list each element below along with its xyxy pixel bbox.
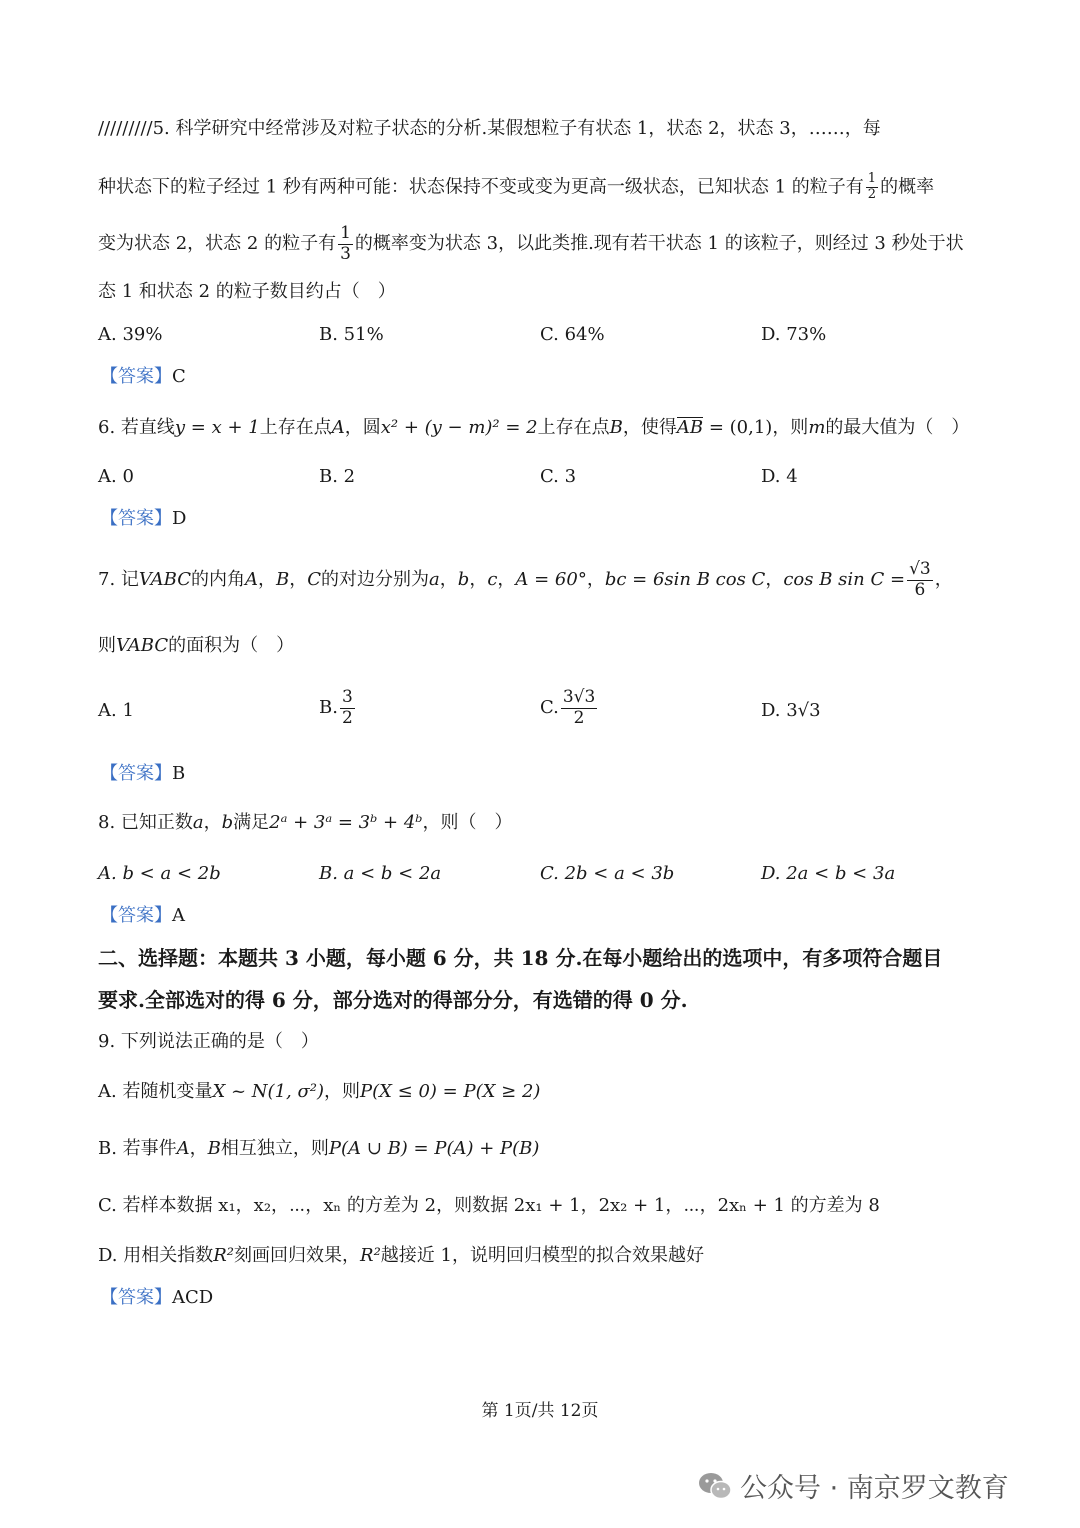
q9-option-a: A. 若随机变量X ~ N(1, σ²)，则P(X ≤ 0) = P(X ≥ 2) (98, 1081, 541, 1102)
wechat-icon (698, 1471, 732, 1501)
q8-option-d: D. 2a < b < 3a (761, 863, 896, 884)
q9-option-b: B. 若事件A，B相互独立，则P(A ∪ B) = P(A) + P(B) (98, 1138, 540, 1159)
q5-fraction-third: $\frac{1}{3}$ (340, 223, 351, 264)
q5-option-b: B. 51% (319, 324, 384, 345)
q9-option-c: C. 若样本数据 x₁，x₂，⋯，xₙ 的方差为 2，则数据 2x₁ + 1，2x₂ + 1，⋯，2xₙ + 1 的方差为 8 (98, 1195, 880, 1216)
q8-option-a: A. b < a < 2b (98, 863, 221, 884)
q7-line2: 则VABC的面积为（ ） (98, 635, 295, 656)
q7-stem: 7. 记VABC的内角A，B，C的对边分别为a，b，c，A = 60°，bc = 6sin B cos C，cos B sin C = $\frac{√3}{6}$ ， (98, 559, 953, 600)
q7-option-c-fraction: $\frac{3√3}{2}$ (562, 687, 596, 728)
watermark-text: 公众号 · 南京罗文教育 (740, 1473, 1009, 1504)
q5-option-d: D. 73% (761, 324, 827, 345)
q7-option-b: B. $\frac{3}{2}$ (319, 687, 353, 728)
q6-answer: 【答案】D (100, 508, 187, 529)
q5-answer: 【答案】C (100, 366, 186, 387)
page-footer: 第 1页/共 12页 (481, 1401, 599, 1421)
q6-option-d: D. 4 (761, 466, 798, 487)
q7-option-b-fraction: $\frac{3}{2}$ (341, 687, 353, 728)
q5-option-c: C. 64% (540, 324, 605, 345)
q5-line4: 态 1 和状态 2 的粒子数目约占（ ） (98, 281, 396, 302)
q7-option-d: D. 3√3 (761, 700, 821, 721)
q5-option-a: A. 39% (98, 324, 163, 345)
q8-answer: 【答案】A (100, 905, 185, 926)
q7-option-a: A. 1 (98, 700, 134, 721)
q7-answer: 【答案】B (100, 763, 186, 784)
q9-stem: 9. 下列说法正确的是（ ） (98, 1031, 319, 1052)
q9-option-d: D. 用相关指数R²刻画回归效果，R²越接近 1，说明回归模型的拟合效果越好 (98, 1245, 704, 1266)
q6-option-c: C. 3 (540, 466, 577, 487)
section-2-heading-line2: 要求.全部选对的得 6 分，部分选对的得部分分，有选错的得 0 分. (98, 988, 688, 1012)
q5-fraction-half: $\frac{1}{2}$ (867, 171, 877, 202)
vector-ab: AB (676, 417, 704, 438)
q8-option-c: C. 2b < a < 3b (540, 863, 675, 884)
section-2-heading-line1: 二、选择题：本题共 3 小题，每小题 6 分，共 18 分.在每小题给出的选项中，有多项符合题目 (98, 946, 943, 970)
q8-stem: 8. 已知正数a，b满足2ᵃ + 3ᵃ = 3ᵇ + 4ᵇ，则（ ） (98, 812, 513, 833)
q5-line2: 种状态下的粒子经过 1 秒有两种可能：状态保持不变或变为更高一级状态，已知状态 1 的粒子有 $\frac{1}{2}$ 的概率 (98, 171, 935, 202)
q7-fraction-sqrt3-over-6: $\frac{√3}{6}$ (909, 559, 931, 600)
q6-option-b: B. 2 (319, 466, 356, 487)
q6-stem: 6. 若直线y = x + 1上存在点A，圆x² + (y − m)² = 2上存在点B，使得AB = (0,1)，则m的最大值为（ ） (98, 417, 970, 438)
q5-line1: /////////5. 科学研究中经常涉及对粒子状态的分析.某假想粒子有状态 1，状态 2，状态 3，……，每 (98, 118, 881, 139)
watermark (698, 1466, 1009, 1505)
q8-option-b: B. a < b < 2a (319, 863, 442, 884)
q9-answer: 【答案】ACD (100, 1287, 214, 1308)
q6-option-a: A. 0 (98, 466, 134, 487)
q7-option-c: C. $\frac{3√3}{2}$ (540, 687, 596, 728)
q5-line3: 变为状态 2，状态 2 的粒子有 $\frac{1}{3}$ 的概率变为状态 3，以此类推.现有若干状态 1 的该粒子，则经过 3 秒处于状 (98, 223, 964, 264)
